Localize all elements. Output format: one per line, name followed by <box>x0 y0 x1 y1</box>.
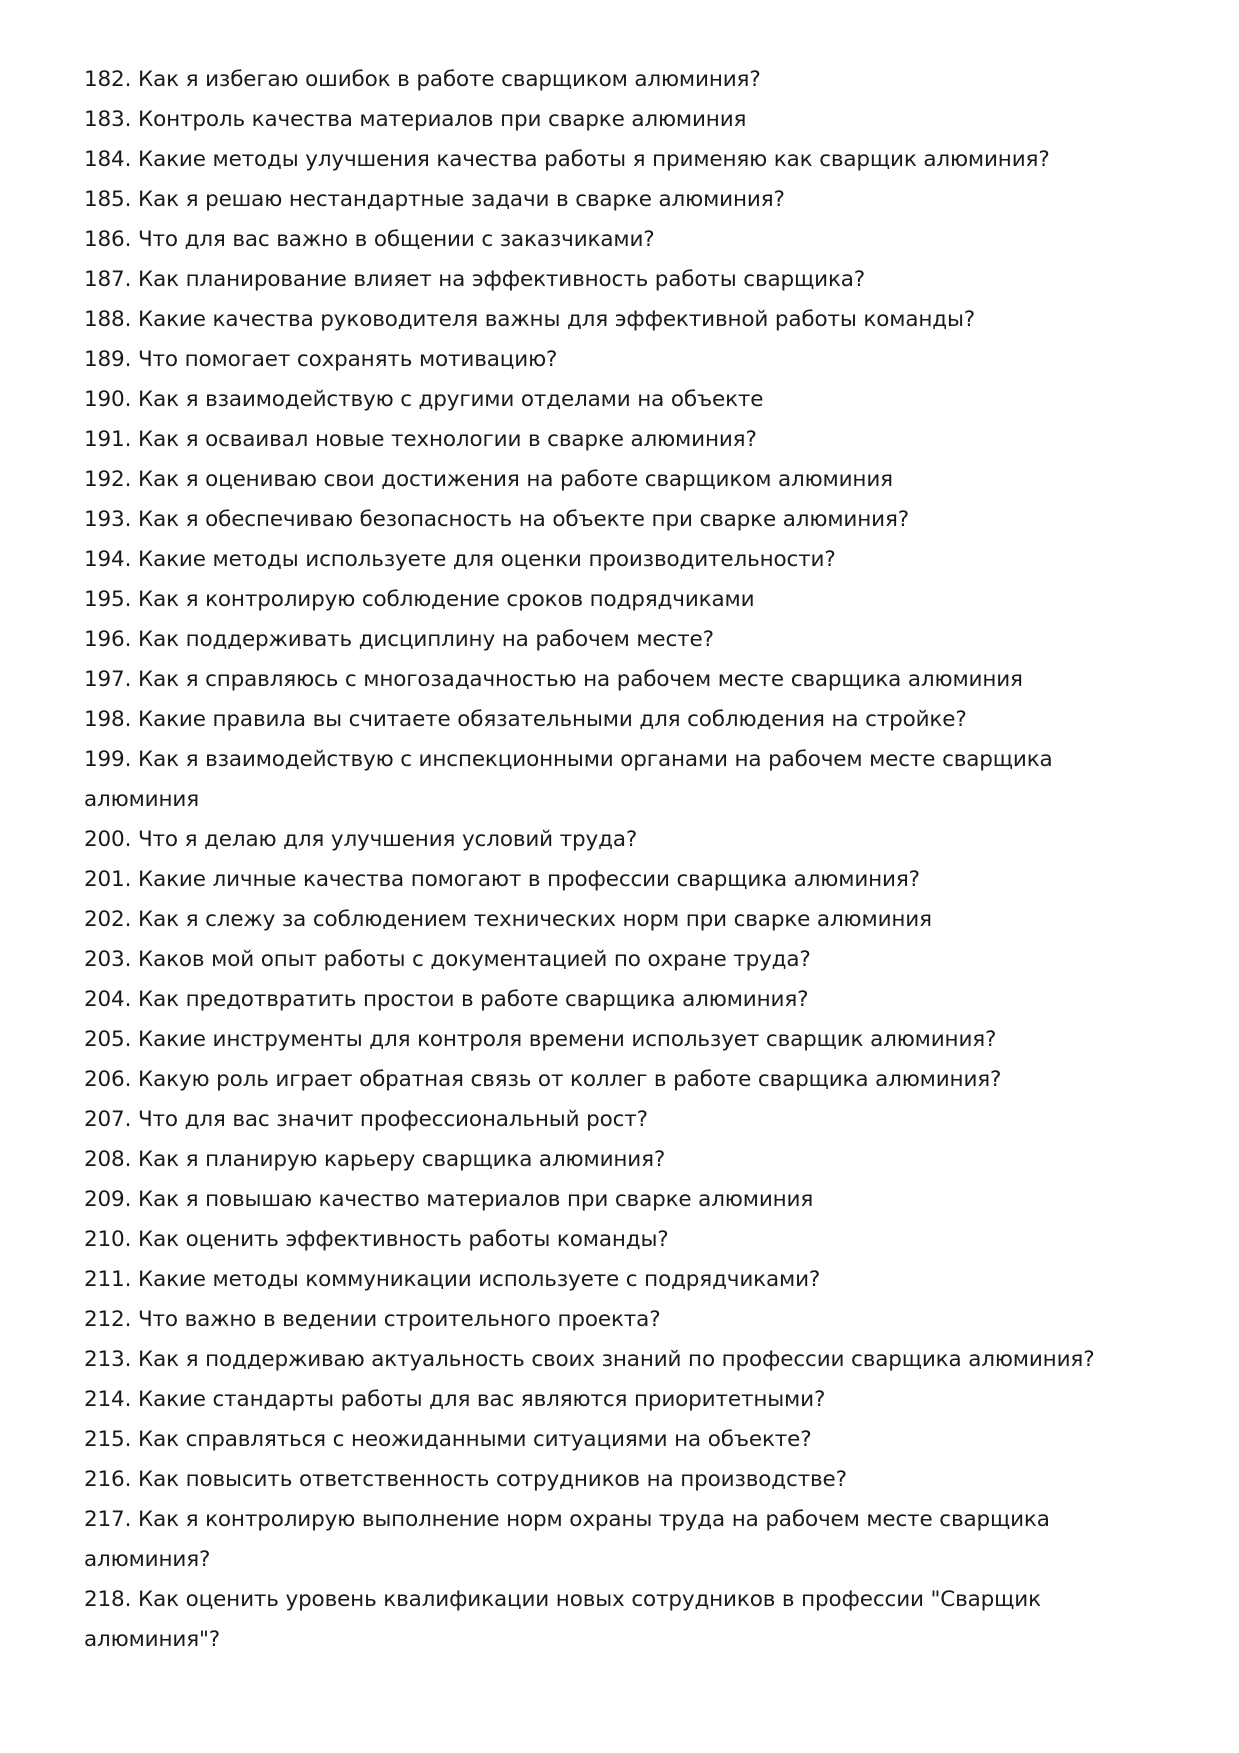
question-202: 202. Как я слежу за соблюдением технических норм при сварке алюминия <box>84 907 932 932</box>
question-183: 183. Контроль качества материалов при сварке алюминия <box>84 107 747 132</box>
question-186: 186. Что для вас важно в общении с заказчиками? <box>84 227 655 252</box>
question-206: 206. Какую роль играет обратная связь от коллег в работе сварщика алюминия? <box>84 1067 1002 1092</box>
question-212: 212. Что важно в ведении строительного проекта? <box>84 1307 661 1332</box>
question-211: 211. Какие методы коммуникации используете с подрядчиками? <box>84 1267 821 1292</box>
question-182: 182. Как я избегаю ошибок в работе сварщиком алюминия? <box>84 67 761 92</box>
question-187: 187. Как планирование влияет на эффективность работы сварщика? <box>84 267 866 292</box>
question-210: 210. Как оценить эффективность работы команды? <box>84 1227 669 1252</box>
question-195: 195. Как я контролирую соблюдение сроков подрядчиками <box>84 587 755 612</box>
question-189: 189. Что помогает сохранять мотивацию? <box>84 347 558 372</box>
question-185: 185. Как я решаю нестандартные задачи в сварке алюминия? <box>84 187 785 212</box>
question-list <box>84 60 1164 1660</box>
question-197: 197. Как я справляюсь с многозадачностью на рабочем месте сварщика алюминия <box>84 667 1023 692</box>
document-page <box>84 60 1164 1660</box>
question-190: 190. Как я взаимодействую с другими отделами на объекте <box>84 387 764 412</box>
question-203: 203. Каков мой опыт работы с документацией по охране труда? <box>84 947 811 972</box>
question-208: 208. Как я планирую карьеру сварщика алюминия? <box>84 1147 666 1172</box>
question-215: 215. Как справляться с неожиданными ситуациями на объекте? <box>84 1427 812 1452</box>
question-194: 194. Какие методы используете для оценки производительности? <box>84 547 836 572</box>
question-218: 218. Как оценить уровень квалификации новых сотрудников в профессии "Сварщик алюминия"? <box>84 1587 1041 1652</box>
question-213: 213. Как я поддерживаю актуальность своих знаний по профессии сварщика алюминия? <box>84 1347 1095 1372</box>
question-191: 191. Как я осваивал новые технологии в сварке алюминия? <box>84 427 757 452</box>
question-214: 214. Какие стандарты работы для вас являются приоритетными? <box>84 1387 826 1412</box>
question-184: 184. Какие методы улучшения качества работы я применяю как сварщик алюминия? <box>84 147 1050 172</box>
question-209: 209. Как я повышаю качество материалов при сварке алюминия <box>84 1187 814 1212</box>
question-192: 192. Как я оцениваю свои достижения на работе сварщиком алюминия <box>84 467 893 492</box>
question-207: 207. Что для вас значит профессиональный рост? <box>84 1107 648 1132</box>
question-199: 199. Как я взаимодействую с инспекционными органами на рабочем месте сварщика алюминия <box>84 747 1053 812</box>
question-198: 198. Какие правила вы считаете обязательными для соблюдения на стройке? <box>84 707 967 732</box>
question-217: 217. Как я контролирую выполнение норм охраны труда на рабочем месте сварщика алюминия? <box>84 1507 1050 1572</box>
question-201: 201. Какие личные качества помогают в профессии сварщика алюминия? <box>84 867 920 892</box>
question-216: 216. Как повысить ответственность сотрудников на производстве? <box>84 1467 847 1492</box>
question-193: 193. Как я обеспечиваю безопасность на объекте при сварке алюминия? <box>84 507 909 532</box>
question-205: 205. Какие инструменты для контроля времени использует сварщик алюминия? <box>84 1027 997 1052</box>
question-188: 188. Какие качества руководителя важны для эффективной работы команды? <box>84 307 976 332</box>
question-200: 200. Что я делаю для улучшения условий труда? <box>84 827 638 852</box>
question-204: 204. Как предотвратить простои в работе сварщика алюминия? <box>84 987 809 1012</box>
question-196: 196. Как поддерживать дисциплину на рабочем месте? <box>84 627 714 652</box>
